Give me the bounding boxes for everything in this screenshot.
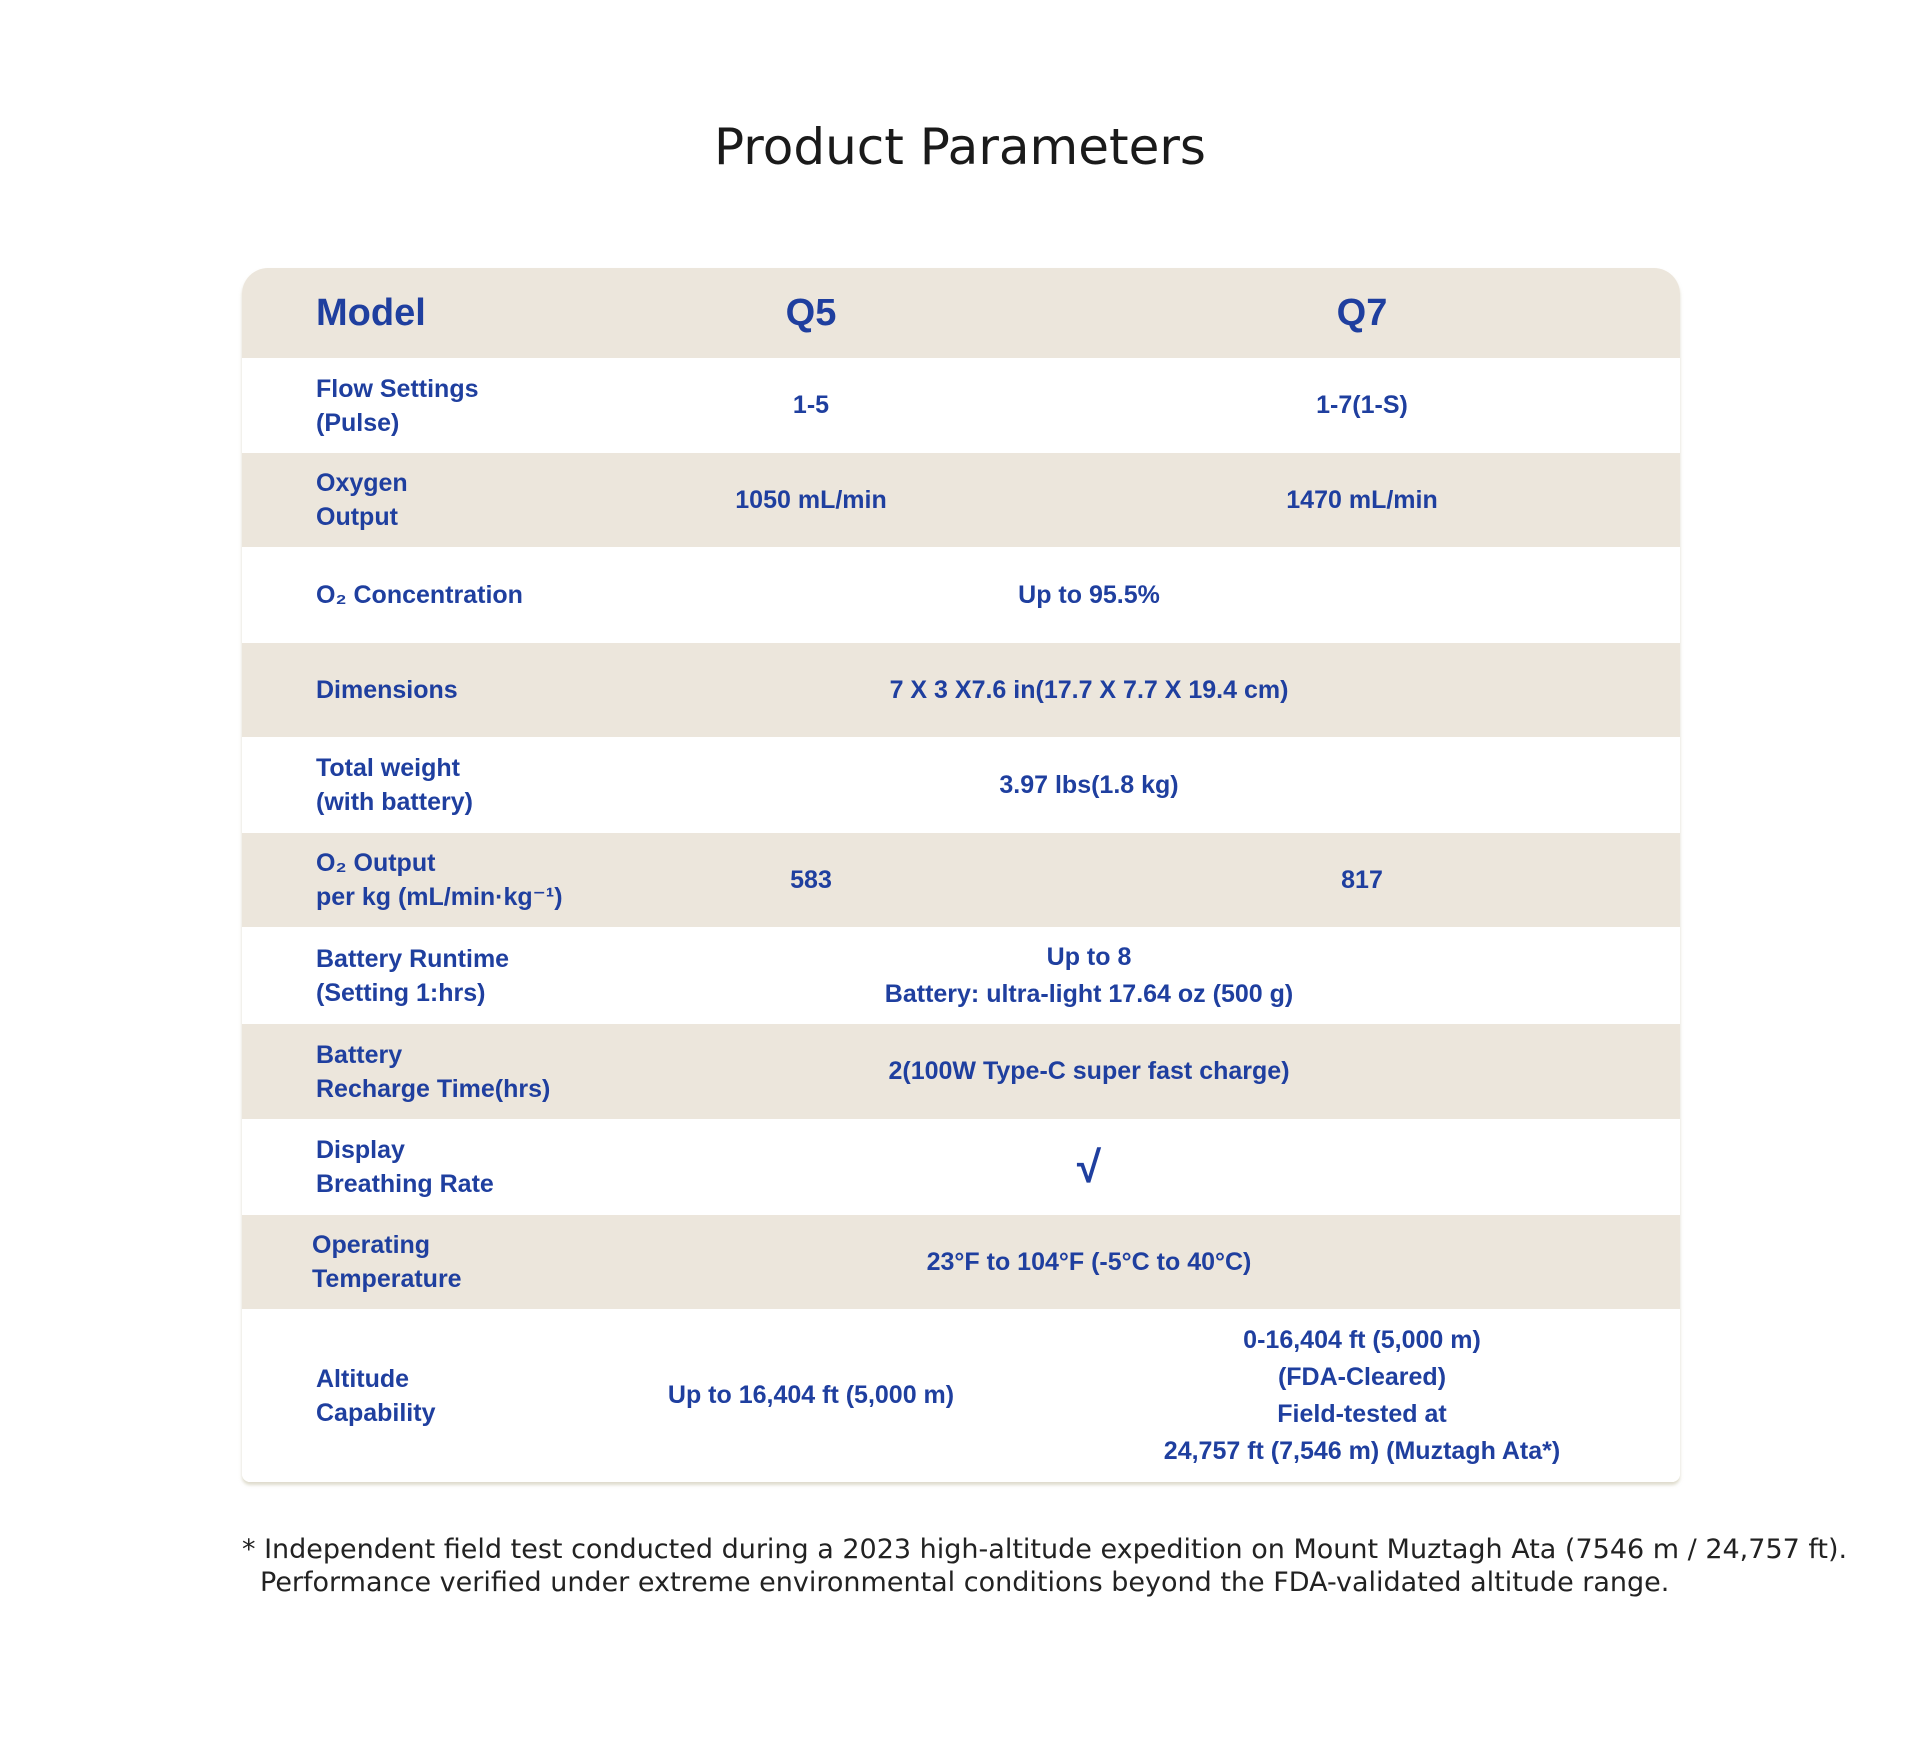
- row-label: [316, 673, 458, 707]
- checkmark-icon: √: [1076, 1142, 1102, 1192]
- row-label-line: Battery Runtime: [316, 944, 510, 973]
- row-label-line: O₂ Concentration: [316, 581, 523, 609]
- footnote-line-2: Performance verified under extreme environmental conditions beyond the FDA-validated altitude range.: [260, 1567, 1670, 1598]
- q7-value: 1-7(1-S): [1316, 391, 1408, 419]
- table-row: [242, 643, 1680, 737]
- row-label-line: O₂ Output: [316, 849, 436, 877]
- row-label: [316, 1133, 494, 1201]
- merged-value: [1076, 1142, 1102, 1192]
- merged-value: [999, 767, 1178, 804]
- header-q5: Q5: [785, 291, 837, 334]
- merged-value: [890, 672, 1289, 709]
- row-label-line: Battery: [316, 1040, 403, 1069]
- row-label-line: Display: [316, 1136, 405, 1164]
- row-label-line: Output: [316, 503, 398, 531]
- table-header: [242, 268, 1680, 358]
- row-label: [316, 1038, 550, 1106]
- table-row: [242, 547, 1680, 643]
- table-row: [242, 1119, 1680, 1215]
- row-label-line: Recharge Time(hrs): [316, 1074, 551, 1103]
- footnote-line-1: * Independent field test conducted during a 2023 high-altitude expedition on Mount Muztagh Ata (7546 m / 24,757 ft).: [242, 1534, 1848, 1565]
- q7-value: 1470 mL/min: [1286, 485, 1438, 514]
- value-line: Up to 8: [1046, 942, 1132, 971]
- merged-value: [927, 1244, 1252, 1281]
- value-line: 24,757 ft (7,546 m) (Muztagh Ata*): [1163, 1436, 1561, 1465]
- row-label: [316, 1362, 435, 1430]
- table-row: [242, 927, 1680, 1024]
- table-row: [242, 453, 1680, 547]
- row-label: [316, 942, 509, 1010]
- q5-value: Up to 16,404 ft (5,000 m): [667, 1381, 955, 1409]
- merged-value: [888, 1053, 1289, 1090]
- value-line: 2(100W Type-C super fast charge): [888, 1057, 1290, 1085]
- header-model: Model: [316, 292, 426, 334]
- row-label-line: (Pulse): [316, 408, 400, 437]
- page-title: Product Parameters: [714, 118, 1206, 176]
- q5-value: 583: [790, 865, 832, 894]
- q5-value: 1-5: [792, 391, 830, 419]
- table-row: [242, 358, 1680, 453]
- merged-value: [885, 939, 1293, 1013]
- row-label-line: Flow Settings: [316, 374, 479, 403]
- row-label: [316, 466, 408, 534]
- footnote: [242, 1533, 1847, 1599]
- row-label: [312, 1228, 462, 1296]
- row-label: [316, 846, 563, 914]
- parameters-table: [242, 268, 1680, 1482]
- q7-value: [1164, 1322, 1560, 1470]
- row-label-line: Breathing Rate: [316, 1170, 494, 1198]
- table-row: [242, 737, 1680, 833]
- table-row: [242, 833, 1680, 927]
- row-label: [316, 578, 523, 612]
- table-row: [242, 1309, 1680, 1482]
- row-label-line: Temperature: [312, 1265, 462, 1293]
- row-label-line: per kg (mL/min·kg⁻¹): [316, 883, 563, 911]
- row-label-line: Total weight: [316, 754, 460, 782]
- q5-value: 1050 mL/min: [735, 485, 887, 514]
- row-label-line: (with battery): [316, 788, 473, 816]
- q7-value: 817: [1341, 865, 1383, 894]
- row-label-line: (Setting 1:hrs): [316, 978, 486, 1007]
- table-row: [242, 1215, 1680, 1309]
- value-line: Field-tested at: [1277, 1399, 1447, 1428]
- value-line: 23°F to 104°F (-5°C to 40°C): [926, 1247, 1252, 1276]
- value-line: Battery: ultra-light 17.64 oz (500 g): [884, 979, 1294, 1008]
- row-label: [316, 372, 479, 440]
- value-line: 0-16,404 ft (5,000 m): [1243, 1325, 1481, 1354]
- header-q7: Q7: [1336, 291, 1388, 334]
- value-line: Up to 95.5%: [1018, 580, 1160, 609]
- row-label-line: Capability: [316, 1398, 436, 1427]
- row-label-line: Altitude: [316, 1364, 410, 1393]
- table-row: [242, 1024, 1680, 1119]
- value-line: 3.97 lbs(1.8 kg): [999, 770, 1179, 799]
- value-line: 7 X 3 X7.6 in(17.7 X 7.7 X 19.4 cm): [889, 675, 1289, 704]
- merged-value: [1018, 577, 1160, 614]
- row-label-line: Operating: [312, 1231, 431, 1259]
- row-label-line: Dimensions: [316, 676, 458, 704]
- value-line: (FDA-Cleared): [1277, 1362, 1447, 1391]
- row-label: [316, 751, 473, 819]
- row-label-line: Oxygen: [316, 469, 408, 497]
